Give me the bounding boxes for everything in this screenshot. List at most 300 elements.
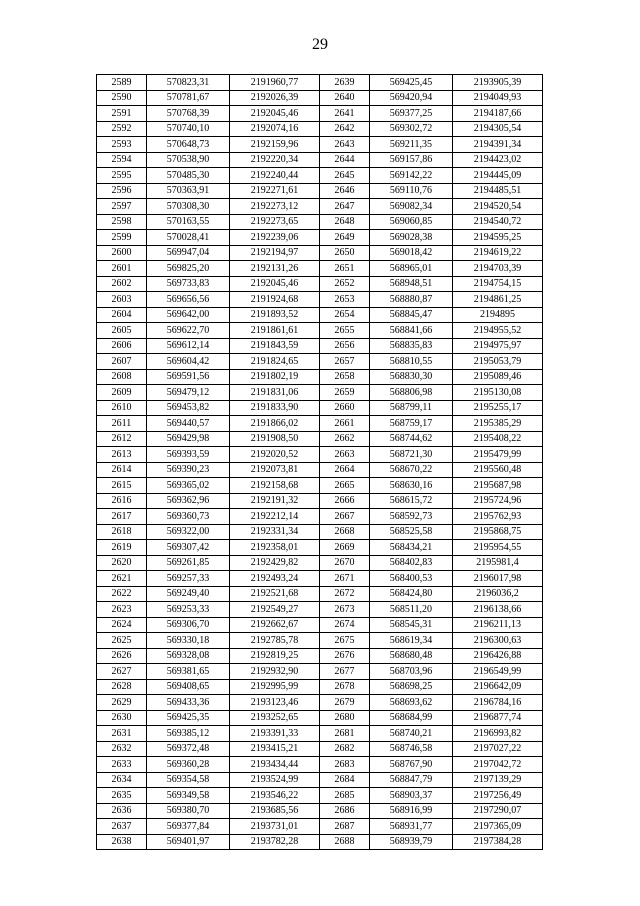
y-coordinate-cell: 2193252,65	[230, 710, 320, 726]
point-number-cell: 2605	[97, 323, 147, 339]
point-number-cell: 2603	[97, 292, 147, 308]
y-coordinate-cell: 2191843,59	[230, 338, 320, 354]
point-number-cell: 2608	[97, 369, 147, 385]
y-coordinate-cell: 2191833,90	[230, 400, 320, 416]
y-coordinate-cell: 2192220,34	[230, 152, 320, 168]
x-coordinate-cell: 568740,21	[370, 726, 453, 742]
y-coordinate-cell: 2191831,06	[230, 385, 320, 401]
point-number-cell: 2592	[97, 121, 147, 137]
table-row	[97, 540, 543, 556]
point-number-cell: 2633	[97, 757, 147, 773]
point-number-cell: 2628	[97, 679, 147, 695]
y-coordinate-cell: 2192331,34	[230, 524, 320, 540]
point-number-cell: 2615	[97, 478, 147, 494]
x-coordinate-cell: 570648,73	[147, 137, 230, 153]
table-row	[97, 416, 543, 432]
point-number-cell: 2653	[320, 292, 370, 308]
point-number-cell: 2679	[320, 695, 370, 711]
x-coordinate-cell: 568830,30	[370, 369, 453, 385]
y-coordinate-cell: 2192045,46	[230, 106, 320, 122]
x-coordinate-cell: 568680,48	[370, 648, 453, 664]
point-number-cell: 2665	[320, 478, 370, 494]
table-row	[97, 602, 543, 618]
point-number-cell: 2620	[97, 555, 147, 571]
x-coordinate-cell: 569453,82	[147, 400, 230, 416]
point-number-cell: 2632	[97, 741, 147, 757]
point-number-cell: 2631	[97, 726, 147, 742]
coordinates-table-body	[97, 75, 543, 850]
x-coordinate-cell: 569328,08	[147, 648, 230, 664]
x-coordinate-cell: 569380,70	[147, 803, 230, 819]
x-coordinate-cell: 568759,17	[370, 416, 453, 432]
x-coordinate-cell: 568903,37	[370, 788, 453, 804]
y-coordinate-cell: 2197027,22	[453, 741, 543, 757]
y-coordinate-cell: 2192429,82	[230, 555, 320, 571]
x-coordinate-cell: 569257,33	[147, 571, 230, 587]
point-number-cell: 2611	[97, 416, 147, 432]
x-coordinate-cell: 569591,56	[147, 369, 230, 385]
table-row	[97, 757, 543, 773]
x-coordinate-cell: 570538,90	[147, 152, 230, 168]
y-coordinate-cell: 2193731,01	[230, 819, 320, 835]
x-coordinate-cell: 570823,31	[147, 75, 230, 91]
point-number-cell: 2635	[97, 788, 147, 804]
point-number-cell: 2590	[97, 90, 147, 106]
x-coordinate-cell: 568806,98	[370, 385, 453, 401]
x-coordinate-cell: 568698,25	[370, 679, 453, 695]
point-number-cell: 2666	[320, 493, 370, 509]
y-coordinate-cell: 2195868,75	[453, 524, 543, 540]
point-number-cell: 2614	[97, 462, 147, 478]
y-coordinate-cell: 2196036,2	[453, 586, 543, 602]
table-row	[97, 617, 543, 633]
x-coordinate-cell: 569390,23	[147, 462, 230, 478]
y-coordinate-cell: 2195954,55	[453, 540, 543, 556]
point-number-cell: 2591	[97, 106, 147, 122]
y-coordinate-cell: 2191893,52	[230, 307, 320, 323]
table-row	[97, 354, 543, 370]
x-coordinate-cell: 568721,30	[370, 447, 453, 463]
point-number-cell: 2648	[320, 214, 370, 230]
point-number-cell: 2674	[320, 617, 370, 633]
point-number-cell: 2610	[97, 400, 147, 416]
point-number-cell: 2656	[320, 338, 370, 354]
point-number-cell: 2659	[320, 385, 370, 401]
table-row	[97, 106, 543, 122]
x-coordinate-cell: 568592,73	[370, 509, 453, 525]
point-number-cell: 2627	[97, 664, 147, 680]
table-row	[97, 834, 543, 850]
point-number-cell: 2639	[320, 75, 370, 91]
x-coordinate-cell: 568767,90	[370, 757, 453, 773]
table-row	[97, 431, 543, 447]
point-number-cell: 2600	[97, 245, 147, 261]
x-coordinate-cell: 570740,10	[147, 121, 230, 137]
point-number-cell: 2626	[97, 648, 147, 664]
x-coordinate-cell: 569307,42	[147, 540, 230, 556]
y-coordinate-cell: 2194049,93	[453, 90, 543, 106]
coordinates-table	[96, 74, 543, 850]
point-number-cell: 2668	[320, 524, 370, 540]
table-row	[97, 307, 543, 323]
y-coordinate-cell: 2193434,44	[230, 757, 320, 773]
table-row	[97, 137, 543, 153]
y-coordinate-cell: 2195255,17	[453, 400, 543, 416]
table-row	[97, 90, 543, 106]
point-number-cell: 2637	[97, 819, 147, 835]
table-row	[97, 462, 543, 478]
point-number-cell: 2636	[97, 803, 147, 819]
point-number-cell: 2660	[320, 400, 370, 416]
table-row	[97, 478, 543, 494]
x-coordinate-cell: 569211,35	[370, 137, 453, 153]
x-coordinate-cell: 569249,40	[147, 586, 230, 602]
y-coordinate-cell: 2192191,32	[230, 493, 320, 509]
table-row	[97, 664, 543, 680]
table-row	[97, 726, 543, 742]
y-coordinate-cell: 2193123,46	[230, 695, 320, 711]
table-row	[97, 633, 543, 649]
x-coordinate-cell: 569018,42	[370, 245, 453, 261]
point-number-cell: 2617	[97, 509, 147, 525]
point-number-cell: 2619	[97, 540, 147, 556]
x-coordinate-cell: 568835,83	[370, 338, 453, 354]
x-coordinate-cell: 569429,98	[147, 431, 230, 447]
point-number-cell: 2613	[97, 447, 147, 463]
x-coordinate-cell: 569306,70	[147, 617, 230, 633]
table-row	[97, 121, 543, 137]
x-coordinate-cell: 568948,51	[370, 276, 453, 292]
x-coordinate-cell: 568744,62	[370, 431, 453, 447]
y-coordinate-cell: 2195762,93	[453, 509, 543, 525]
x-coordinate-cell: 568525,58	[370, 524, 453, 540]
y-coordinate-cell: 2193524,99	[230, 772, 320, 788]
y-coordinate-cell: 2194423,02	[453, 152, 543, 168]
x-coordinate-cell: 569322,00	[147, 524, 230, 540]
point-number-cell: 2618	[97, 524, 147, 540]
y-coordinate-cell: 2192493,24	[230, 571, 320, 587]
x-coordinate-cell: 569825,20	[147, 261, 230, 277]
x-coordinate-cell: 569349,58	[147, 788, 230, 804]
y-coordinate-cell: 2194895	[453, 307, 543, 323]
table-row	[97, 586, 543, 602]
point-number-cell: 2596	[97, 183, 147, 199]
y-coordinate-cell: 2193685,56	[230, 803, 320, 819]
point-number-cell: 2624	[97, 617, 147, 633]
y-coordinate-cell: 2197365,09	[453, 819, 543, 835]
point-number-cell: 2640	[320, 90, 370, 106]
x-coordinate-cell: 568434,21	[370, 540, 453, 556]
y-coordinate-cell: 2194187,66	[453, 106, 543, 122]
x-coordinate-cell: 569393,59	[147, 447, 230, 463]
point-number-cell: 2647	[320, 199, 370, 215]
x-coordinate-cell: 569656,56	[147, 292, 230, 308]
y-coordinate-cell: 2197256,49	[453, 788, 543, 804]
x-coordinate-cell: 569360,73	[147, 509, 230, 525]
point-number-cell: 2622	[97, 586, 147, 602]
x-coordinate-cell: 568847,79	[370, 772, 453, 788]
x-coordinate-cell: 568916,99	[370, 803, 453, 819]
y-coordinate-cell: 2194540,72	[453, 214, 543, 230]
point-number-cell: 2671	[320, 571, 370, 587]
y-coordinate-cell: 2197290,07	[453, 803, 543, 819]
point-number-cell: 2672	[320, 586, 370, 602]
table-row	[97, 571, 543, 587]
point-number-cell: 2644	[320, 152, 370, 168]
y-coordinate-cell: 2192045,46	[230, 276, 320, 292]
y-coordinate-cell: 2194391,34	[453, 137, 543, 153]
y-coordinate-cell: 2193546,22	[230, 788, 320, 804]
x-coordinate-cell: 569372,48	[147, 741, 230, 757]
x-coordinate-cell: 568841,66	[370, 323, 453, 339]
y-coordinate-cell: 2194619,22	[453, 245, 543, 261]
table-row	[97, 230, 543, 246]
y-coordinate-cell: 2194955,52	[453, 323, 543, 339]
x-coordinate-cell: 569377,84	[147, 819, 230, 835]
point-number-cell: 2667	[320, 509, 370, 525]
x-coordinate-cell: 568845,47	[370, 307, 453, 323]
y-coordinate-cell: 2195560,48	[453, 462, 543, 478]
x-coordinate-cell: 569261,85	[147, 555, 230, 571]
y-coordinate-cell: 2195408,22	[453, 431, 543, 447]
x-coordinate-cell: 569082,34	[370, 199, 453, 215]
x-coordinate-cell: 569302,72	[370, 121, 453, 137]
y-coordinate-cell: 2191861,61	[230, 323, 320, 339]
y-coordinate-cell: 2192271,61	[230, 183, 320, 199]
y-coordinate-cell: 2192158,68	[230, 478, 320, 494]
y-coordinate-cell: 2194445,09	[453, 168, 543, 184]
point-number-cell: 2661	[320, 416, 370, 432]
y-coordinate-cell: 2192785,78	[230, 633, 320, 649]
y-coordinate-cell: 2196877,74	[453, 710, 543, 726]
x-coordinate-cell: 569157,86	[370, 152, 453, 168]
point-number-cell: 2663	[320, 447, 370, 463]
y-coordinate-cell: 2195089,46	[453, 369, 543, 385]
x-coordinate-cell: 568746,58	[370, 741, 453, 757]
table-row	[97, 245, 543, 261]
x-coordinate-cell: 569377,25	[370, 106, 453, 122]
x-coordinate-cell: 569622,70	[147, 323, 230, 339]
point-number-cell: 2612	[97, 431, 147, 447]
x-coordinate-cell: 568670,22	[370, 462, 453, 478]
y-coordinate-cell: 2191824,65	[230, 354, 320, 370]
point-number-cell: 2609	[97, 385, 147, 401]
x-coordinate-cell: 568810,55	[370, 354, 453, 370]
y-coordinate-cell: 2192074,16	[230, 121, 320, 137]
y-coordinate-cell: 2192020,52	[230, 447, 320, 463]
x-coordinate-cell: 569060,85	[370, 214, 453, 230]
table-row	[97, 493, 543, 509]
point-number-cell: 2676	[320, 648, 370, 664]
point-number-cell: 2683	[320, 757, 370, 773]
y-coordinate-cell: 2195687,98	[453, 478, 543, 494]
x-coordinate-cell: 568931,77	[370, 819, 453, 835]
y-coordinate-cell: 2192549,27	[230, 602, 320, 618]
x-coordinate-cell: 569440,57	[147, 416, 230, 432]
point-number-cell: 2638	[97, 834, 147, 850]
point-number-cell: 2678	[320, 679, 370, 695]
x-coordinate-cell: 568511,20	[370, 602, 453, 618]
page-number: 29	[312, 36, 328, 53]
y-coordinate-cell: 2193905,39	[453, 75, 543, 91]
y-coordinate-cell: 2196138,66	[453, 602, 543, 618]
point-number-cell: 2594	[97, 152, 147, 168]
x-coordinate-cell: 568703,96	[370, 664, 453, 680]
y-coordinate-cell: 2192273,12	[230, 199, 320, 215]
x-coordinate-cell: 569425,35	[147, 710, 230, 726]
point-number-cell: 2662	[320, 431, 370, 447]
point-number-cell: 2597	[97, 199, 147, 215]
point-number-cell: 2688	[320, 834, 370, 850]
y-coordinate-cell: 2191960,77	[230, 75, 320, 91]
x-coordinate-cell: 568684,99	[370, 710, 453, 726]
point-number-cell: 2634	[97, 772, 147, 788]
y-coordinate-cell: 2195724,96	[453, 493, 543, 509]
point-number-cell: 2649	[320, 230, 370, 246]
table-row	[97, 400, 543, 416]
point-number-cell: 2657	[320, 354, 370, 370]
y-coordinate-cell: 2194595,25	[453, 230, 543, 246]
y-coordinate-cell: 2196784,16	[453, 695, 543, 711]
point-number-cell: 2623	[97, 602, 147, 618]
y-coordinate-cell: 2197139,29	[453, 772, 543, 788]
x-coordinate-cell: 569401,97	[147, 834, 230, 850]
point-number-cell: 2595	[97, 168, 147, 184]
y-coordinate-cell: 2196549,99	[453, 664, 543, 680]
x-coordinate-cell: 569385,12	[147, 726, 230, 742]
x-coordinate-cell: 568619,34	[370, 633, 453, 649]
y-coordinate-cell: 2191924,68	[230, 292, 320, 308]
y-coordinate-cell: 2196211,13	[453, 617, 543, 633]
x-coordinate-cell: 569365,02	[147, 478, 230, 494]
x-coordinate-cell: 569028,38	[370, 230, 453, 246]
y-coordinate-cell: 2196300,63	[453, 633, 543, 649]
y-coordinate-cell: 2191866,02	[230, 416, 320, 432]
y-coordinate-cell: 2191908,50	[230, 431, 320, 447]
point-number-cell: 2616	[97, 493, 147, 509]
y-coordinate-cell: 2192273,65	[230, 214, 320, 230]
point-number-cell: 2629	[97, 695, 147, 711]
y-coordinate-cell: 2193391,33	[230, 726, 320, 742]
y-coordinate-cell: 2192662,67	[230, 617, 320, 633]
x-coordinate-cell: 569433,36	[147, 695, 230, 711]
point-number-cell: 2658	[320, 369, 370, 385]
x-coordinate-cell: 570363,91	[147, 183, 230, 199]
y-coordinate-cell: 2195130,08	[453, 385, 543, 401]
table-row	[97, 509, 543, 525]
table-row	[97, 292, 543, 308]
point-number-cell: 2686	[320, 803, 370, 819]
y-coordinate-cell: 2192358,01	[230, 540, 320, 556]
point-number-cell: 2625	[97, 633, 147, 649]
x-coordinate-cell: 569947,04	[147, 245, 230, 261]
x-coordinate-cell: 570781,67	[147, 90, 230, 106]
y-coordinate-cell: 2192212,14	[230, 509, 320, 525]
x-coordinate-cell: 568615,72	[370, 493, 453, 509]
x-coordinate-cell: 569642,00	[147, 307, 230, 323]
x-coordinate-cell: 568630,16	[370, 478, 453, 494]
x-coordinate-cell: 570028,41	[147, 230, 230, 246]
point-number-cell: 2606	[97, 338, 147, 354]
point-number-cell: 2643	[320, 137, 370, 153]
point-number-cell: 2646	[320, 183, 370, 199]
y-coordinate-cell: 2195385,29	[453, 416, 543, 432]
x-coordinate-cell: 568880,87	[370, 292, 453, 308]
x-coordinate-cell: 569110,76	[370, 183, 453, 199]
y-coordinate-cell: 2195981,4	[453, 555, 543, 571]
x-coordinate-cell: 569420,94	[370, 90, 453, 106]
x-coordinate-cell: 568965,01	[370, 261, 453, 277]
table-row	[97, 772, 543, 788]
point-number-cell: 2664	[320, 462, 370, 478]
y-coordinate-cell: 2192819,25	[230, 648, 320, 664]
y-coordinate-cell: 2194754,15	[453, 276, 543, 292]
y-coordinate-cell: 2196642,09	[453, 679, 543, 695]
table-row	[97, 338, 543, 354]
point-number-cell: 2685	[320, 788, 370, 804]
x-coordinate-cell: 569604,42	[147, 354, 230, 370]
y-coordinate-cell: 2194520,54	[453, 199, 543, 215]
table-row	[97, 276, 543, 292]
point-number-cell: 2670	[320, 555, 370, 571]
x-coordinate-cell: 568400,53	[370, 571, 453, 587]
table-row	[97, 447, 543, 463]
x-coordinate-cell: 569330,18	[147, 633, 230, 649]
x-coordinate-cell: 568402,83	[370, 555, 453, 571]
table-row	[97, 555, 543, 571]
point-number-cell: 2601	[97, 261, 147, 277]
x-coordinate-cell: 569142,22	[370, 168, 453, 184]
table-row	[97, 385, 543, 401]
x-coordinate-cell: 570768,39	[147, 106, 230, 122]
table-row	[97, 168, 543, 184]
point-number-cell: 2682	[320, 741, 370, 757]
table-row	[97, 152, 543, 168]
x-coordinate-cell: 569408,65	[147, 679, 230, 695]
y-coordinate-cell: 2196017,98	[453, 571, 543, 587]
point-number-cell: 2645	[320, 168, 370, 184]
x-coordinate-cell: 570485,30	[147, 168, 230, 184]
y-coordinate-cell: 2192521,68	[230, 586, 320, 602]
point-number-cell: 2675	[320, 633, 370, 649]
y-coordinate-cell: 2197042,72	[453, 757, 543, 773]
y-coordinate-cell: 2197384,28	[453, 834, 543, 850]
point-number-cell: 2641	[320, 106, 370, 122]
point-number-cell: 2684	[320, 772, 370, 788]
y-coordinate-cell: 2192131,26	[230, 261, 320, 277]
point-number-cell: 2621	[97, 571, 147, 587]
point-number-cell: 2677	[320, 664, 370, 680]
x-coordinate-cell: 568693,62	[370, 695, 453, 711]
table-row	[97, 741, 543, 757]
y-coordinate-cell: 2194305,54	[453, 121, 543, 137]
x-coordinate-cell: 569612,14	[147, 338, 230, 354]
point-number-cell: 2651	[320, 261, 370, 277]
y-coordinate-cell: 2191802,19	[230, 369, 320, 385]
point-number-cell: 2607	[97, 354, 147, 370]
y-coordinate-cell: 2192073,81	[230, 462, 320, 478]
point-number-cell: 2680	[320, 710, 370, 726]
point-number-cell: 2599	[97, 230, 147, 246]
table-row	[97, 648, 543, 664]
table-row	[97, 819, 543, 835]
y-coordinate-cell: 2194703,39	[453, 261, 543, 277]
x-coordinate-cell: 569425,45	[370, 75, 453, 91]
y-coordinate-cell: 2194975,97	[453, 338, 543, 354]
x-coordinate-cell: 569362,96	[147, 493, 230, 509]
point-number-cell: 2650	[320, 245, 370, 261]
x-coordinate-cell: 570308,30	[147, 199, 230, 215]
